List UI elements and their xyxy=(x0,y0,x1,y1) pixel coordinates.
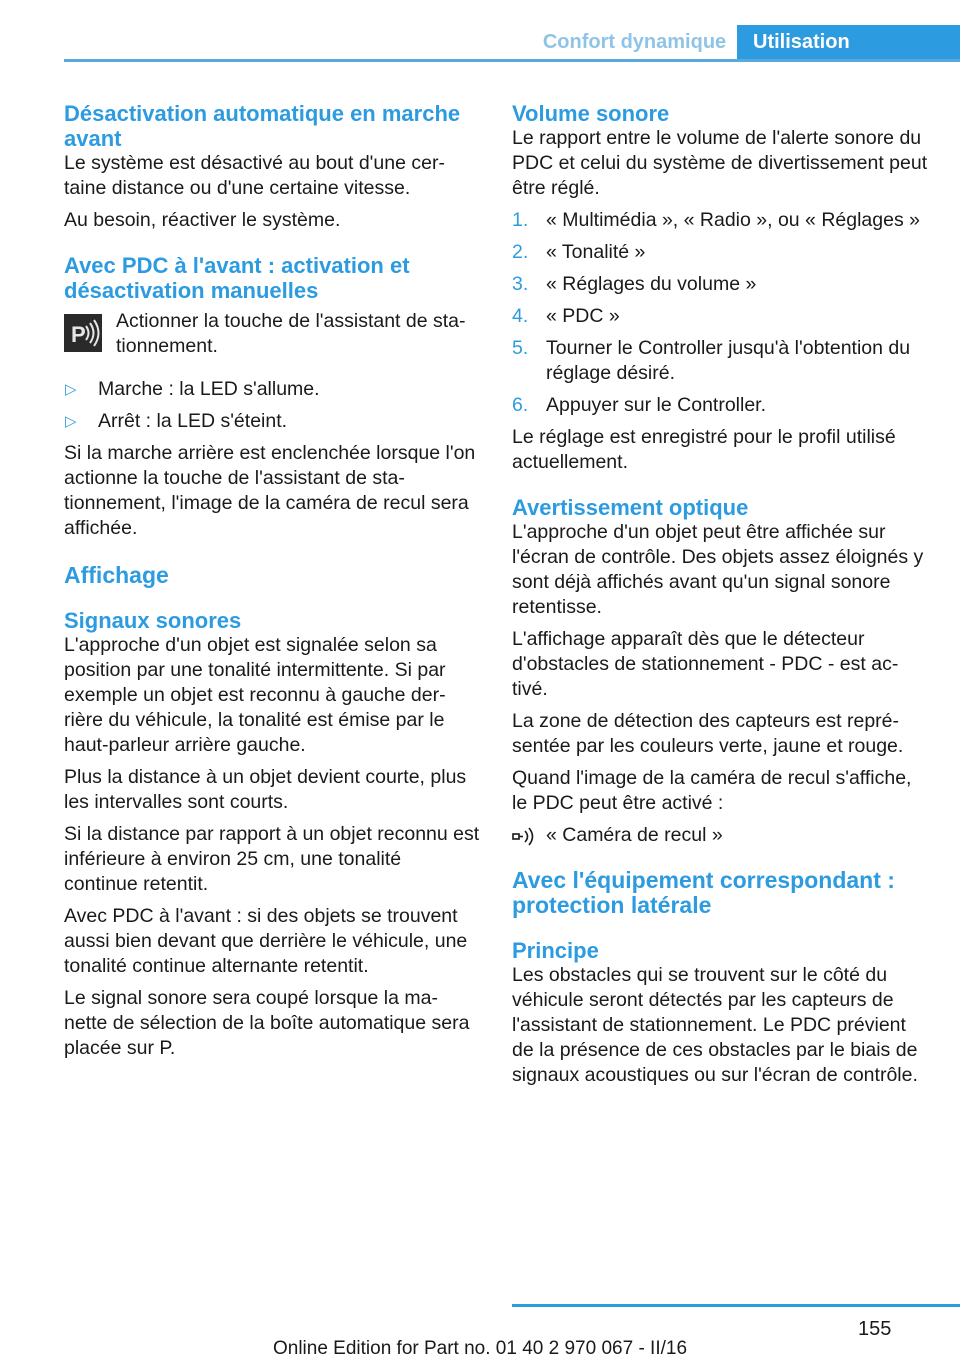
paragraph: Si la marche arrière est enclenchée lorsque l'on actionne la touche de l'assistant de sta-tionnement, l'image de la caméra de recul sera affichée. xyxy=(64,442,476,539)
button-instruction xyxy=(64,309,480,359)
list-item: 2. « Tonalité » xyxy=(512,241,646,263)
paragraph: Au besoin, réactiver le système. xyxy=(64,209,341,231)
step-number: 5. xyxy=(512,337,529,359)
paragraph: Le réglage est enregistré pour le profil utilisé actuellement. xyxy=(512,426,896,473)
camera-menu-item xyxy=(512,823,932,848)
paragraph: L'approche d'un objet est signalée selon sa position par une tonalité intermittente. Si par exemple un objet est reconnu à gauche der-rière du véhicule, la tonalité est émise par le haut-parleur arrière gauche. xyxy=(64,634,446,756)
volume-steps-list xyxy=(512,208,932,418)
heading-pdc-front-manual: Avec PDC à l'avant : activation et désactivation manuelles xyxy=(64,253,410,303)
button-instruction-text: Actionner la touche de l'assistant de sta-tionnement. xyxy=(116,310,466,357)
list-item: 5. Tourner le Controller jusqu'à l'obtention du réglage désiré. xyxy=(512,337,911,384)
triangle-right-icon: ▷ xyxy=(65,381,77,398)
page-header xyxy=(64,25,960,62)
paragraph: Quand l'image de la caméra de recul s'affiche, le PDC peut être activé : xyxy=(512,767,912,814)
paragraph: Plus la distance à un objet devient courte, plus les intervalles sont courts. xyxy=(64,766,467,813)
triangle-right-icon: ▷ xyxy=(65,413,77,430)
list-item: 3. « Réglages du volume » xyxy=(512,273,757,295)
paragraph: Le rapport entre le volume de l'alerte sonore du PDC et celui du système de divertissement peut être réglé. xyxy=(512,127,928,199)
paragraph: L'approche d'un objet peut être affichée sur l'écran de contrôle. Des objets assez éloignés y sont déjà affichés avant qu'un signal sonore retentisse. xyxy=(512,521,924,618)
list-item: 6. Appuyer sur le Controller. xyxy=(512,394,767,416)
step-number: 2. xyxy=(512,241,529,263)
active-section-tab: Utilisation xyxy=(737,25,960,59)
list-item: 1. « Multimédia », « Radio », ou « Réglages » xyxy=(512,209,920,231)
svg-text:P: P xyxy=(71,322,86,347)
park-assist-button-icon xyxy=(64,314,102,352)
list-item: 4. « PDC » xyxy=(512,305,620,327)
step-number: 6. xyxy=(512,394,529,416)
step-number: 4. xyxy=(512,305,529,327)
heading-volume: Volume sonore xyxy=(512,101,670,126)
edition-footer: Online Edition for Part no. 01 40 2 970 067 - II/16 xyxy=(272,1338,688,1359)
right-column xyxy=(512,101,932,1095)
list-item: ▷ Arrêt : la LED s'éteint. xyxy=(65,410,288,432)
paragraph: Avec PDC à l'avant : si des objets se trouvent aussi bien devant que derrière le véhicule, une tonalité continue alternante retentit. xyxy=(64,905,468,977)
section-tab: Confort dynamique xyxy=(542,31,727,53)
heading-audio-signals: Signaux sonores xyxy=(64,608,242,633)
paragraph: Le signal sonore sera coupé lorsque la ma-nette de sélection de la boîte automatique sera placée sur P. xyxy=(64,987,470,1059)
paragraph: L'affichage apparaît dès que le détecteur d'obstacles de stationnement - PDC - est ac-tivé. xyxy=(512,628,899,700)
heading-optical-warning: Avertissement optique xyxy=(512,495,749,520)
step-number: 3. xyxy=(512,273,529,295)
heading-side-protection: Avec l'équipement correspondant : protection latérale xyxy=(512,867,895,918)
page-number: 155 xyxy=(858,1318,892,1340)
pdc-sensor-icon xyxy=(512,827,540,854)
heading-auto-deactivation: Désactivation automatique en marche avant xyxy=(64,101,461,151)
paragraph: Si la distance par rapport à un objet reconnu est inférieure à environ 25 cm, une tonalité continue retentit. xyxy=(64,823,480,895)
paragraph: La zone de détection des capteurs est repré-sentée par les couleurs verte, jaune et rouge. xyxy=(512,710,904,757)
status-list xyxy=(64,377,480,434)
paragraph: Les obstacles qui se trouvent sur le côté du véhicule seront détectés par les capteurs de l'assistant de stationnement. Le PDC prévient de la présence de ces obstacles par le biais de signaux acoustiques ou sur l'écran de contrôle. xyxy=(512,964,918,1086)
camera-menu-label: « Caméra de recul » xyxy=(546,824,723,846)
list-item: ▷ Marche : la LED s'allume. xyxy=(65,378,320,400)
footer-rule xyxy=(512,1304,960,1307)
left-column xyxy=(64,101,480,1068)
paragraph: Le système est désactivé au bout d'une cer-taine distance ou d'une certaine vitesse. xyxy=(64,152,445,199)
step-number: 1. xyxy=(512,209,529,231)
heading-principle: Principe xyxy=(512,938,599,963)
heading-display: Affichage xyxy=(64,562,169,588)
header-rule xyxy=(64,59,960,62)
